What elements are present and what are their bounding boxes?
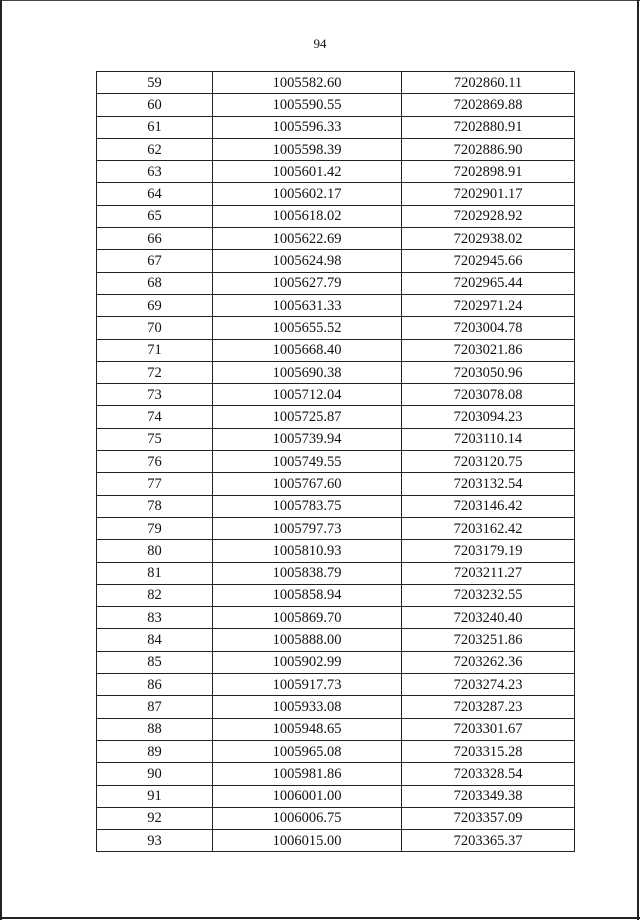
point-number-cell: 82 xyxy=(97,584,213,606)
point-number-cell: 80 xyxy=(97,540,213,562)
y-coordinate-cell: 7203301.67 xyxy=(402,718,575,740)
table-row xyxy=(97,116,575,138)
point-number-cell: 83 xyxy=(97,607,213,629)
point-number-cell: 85 xyxy=(97,651,213,673)
x-coordinate-cell: 1005858.94 xyxy=(213,584,402,606)
x-coordinate-cell: 1005749.55 xyxy=(213,451,402,473)
y-coordinate-cell: 7202886.90 xyxy=(402,138,575,160)
x-coordinate-cell: 1005618.02 xyxy=(213,205,402,227)
y-coordinate-cell: 7203357.09 xyxy=(402,807,575,829)
coordinates-table-body xyxy=(97,72,575,852)
y-coordinate-cell: 7202901.17 xyxy=(402,183,575,205)
x-coordinate-cell: 1005712.04 xyxy=(213,384,402,406)
table-row xyxy=(97,317,575,339)
point-number-cell: 77 xyxy=(97,473,213,495)
point-number-cell: 76 xyxy=(97,451,213,473)
table-row xyxy=(97,763,575,785)
x-coordinate-cell: 1005690.38 xyxy=(213,361,402,383)
y-coordinate-cell: 7203349.38 xyxy=(402,785,575,807)
table-row xyxy=(97,495,575,517)
x-coordinate-cell: 1005622.69 xyxy=(213,228,402,250)
y-coordinate-cell: 7202869.88 xyxy=(402,94,575,116)
page-edge-left xyxy=(0,0,2,920)
y-coordinate-cell: 7202938.02 xyxy=(402,228,575,250)
y-coordinate-cell: 7203146.42 xyxy=(402,495,575,517)
point-number-cell: 61 xyxy=(97,116,213,138)
table-row xyxy=(97,740,575,762)
table-row xyxy=(97,428,575,450)
point-number-cell: 75 xyxy=(97,428,213,450)
point-number-cell: 88 xyxy=(97,718,213,740)
x-coordinate-cell: 1005668.40 xyxy=(213,339,402,361)
table-row xyxy=(97,384,575,406)
point-number-cell: 68 xyxy=(97,272,213,294)
point-number-cell: 86 xyxy=(97,674,213,696)
x-coordinate-cell: 1006006.75 xyxy=(213,807,402,829)
y-coordinate-cell: 7203232.55 xyxy=(402,584,575,606)
table-row xyxy=(97,294,575,316)
x-coordinate-cell: 1005810.93 xyxy=(213,540,402,562)
x-coordinate-cell: 1005767.60 xyxy=(213,473,402,495)
table-row xyxy=(97,451,575,473)
point-number-cell: 89 xyxy=(97,740,213,762)
x-coordinate-cell: 1005948.65 xyxy=(213,718,402,740)
x-coordinate-cell: 1005965.08 xyxy=(213,740,402,762)
point-number-cell: 72 xyxy=(97,361,213,383)
y-coordinate-cell: 7203004.78 xyxy=(402,317,575,339)
y-coordinate-cell: 7203021.86 xyxy=(402,339,575,361)
table-row xyxy=(97,517,575,539)
x-coordinate-cell: 1005590.55 xyxy=(213,94,402,116)
point-number-cell: 81 xyxy=(97,562,213,584)
table-row xyxy=(97,406,575,428)
y-coordinate-cell: 7203132.54 xyxy=(402,473,575,495)
y-coordinate-cell: 7203274.23 xyxy=(402,674,575,696)
table-row xyxy=(97,830,575,852)
x-coordinate-cell: 1005902.99 xyxy=(213,651,402,673)
table-row xyxy=(97,651,575,673)
table-row xyxy=(97,361,575,383)
table-row xyxy=(97,72,575,94)
y-coordinate-cell: 7203328.54 xyxy=(402,763,575,785)
page-edge-bottom xyxy=(0,917,640,919)
y-coordinate-cell: 7203365.37 xyxy=(402,830,575,852)
table-row xyxy=(97,94,575,116)
table-row xyxy=(97,250,575,272)
point-number-cell: 90 xyxy=(97,763,213,785)
page-edge-right xyxy=(637,0,639,920)
y-coordinate-cell: 7202965.44 xyxy=(402,272,575,294)
x-coordinate-cell: 1005624.98 xyxy=(213,250,402,272)
table-row xyxy=(97,674,575,696)
table-row xyxy=(97,205,575,227)
x-coordinate-cell: 1005783.75 xyxy=(213,495,402,517)
table-row xyxy=(97,807,575,829)
x-coordinate-cell: 1005601.42 xyxy=(213,161,402,183)
page-edge-top xyxy=(0,0,640,1)
point-number-cell: 65 xyxy=(97,205,213,227)
x-coordinate-cell: 1005598.39 xyxy=(213,138,402,160)
x-coordinate-cell: 1005725.87 xyxy=(213,406,402,428)
x-coordinate-cell: 1005797.73 xyxy=(213,517,402,539)
y-coordinate-cell: 7203315.28 xyxy=(402,740,575,762)
point-number-cell: 64 xyxy=(97,183,213,205)
point-number-cell: 74 xyxy=(97,406,213,428)
point-number-cell: 71 xyxy=(97,339,213,361)
point-number-cell: 59 xyxy=(97,72,213,94)
y-coordinate-cell: 7202880.91 xyxy=(402,116,575,138)
x-coordinate-cell: 1005627.79 xyxy=(213,272,402,294)
table-row xyxy=(97,562,575,584)
point-number-cell: 67 xyxy=(97,250,213,272)
point-number-cell: 60 xyxy=(97,94,213,116)
table-row xyxy=(97,696,575,718)
point-number-cell: 62 xyxy=(97,138,213,160)
table-row xyxy=(97,785,575,807)
x-coordinate-cell: 1005602.17 xyxy=(213,183,402,205)
point-number-cell: 84 xyxy=(97,629,213,651)
table-row xyxy=(97,718,575,740)
y-coordinate-cell: 7203240.40 xyxy=(402,607,575,629)
point-number-cell: 63 xyxy=(97,161,213,183)
y-coordinate-cell: 7203287.23 xyxy=(402,696,575,718)
x-coordinate-cell: 1005888.00 xyxy=(213,629,402,651)
y-coordinate-cell: 7203262.36 xyxy=(402,651,575,673)
y-coordinate-cell: 7202971.24 xyxy=(402,294,575,316)
table-row xyxy=(97,138,575,160)
x-coordinate-cell: 1005838.79 xyxy=(213,562,402,584)
x-coordinate-cell: 1006015.00 xyxy=(213,830,402,852)
x-coordinate-cell: 1006001.00 xyxy=(213,785,402,807)
y-coordinate-cell: 7202898.91 xyxy=(402,161,575,183)
page-number: 94 xyxy=(313,36,327,51)
point-number-cell: 70 xyxy=(97,317,213,339)
table-row xyxy=(97,272,575,294)
y-coordinate-cell: 7203120.75 xyxy=(402,451,575,473)
point-number-cell: 87 xyxy=(97,696,213,718)
y-coordinate-cell: 7203094.23 xyxy=(402,406,575,428)
x-coordinate-cell: 1005933.08 xyxy=(213,696,402,718)
point-number-cell: 78 xyxy=(97,495,213,517)
y-coordinate-cell: 7202928.92 xyxy=(402,205,575,227)
y-coordinate-cell: 7203179.19 xyxy=(402,540,575,562)
table-row xyxy=(97,584,575,606)
table-row xyxy=(97,228,575,250)
x-coordinate-cell: 1005981.86 xyxy=(213,763,402,785)
x-coordinate-cell: 1005917.73 xyxy=(213,674,402,696)
table-row xyxy=(97,161,575,183)
y-coordinate-cell: 7203110.14 xyxy=(402,428,575,450)
x-coordinate-cell: 1005631.33 xyxy=(213,294,402,316)
table-row xyxy=(97,540,575,562)
table-row xyxy=(97,473,575,495)
table-row xyxy=(97,183,575,205)
point-number-cell: 69 xyxy=(97,294,213,316)
point-number-cell: 79 xyxy=(97,517,213,539)
point-number-cell: 73 xyxy=(97,384,213,406)
x-coordinate-cell: 1005739.94 xyxy=(213,428,402,450)
y-coordinate-cell: 7202945.66 xyxy=(402,250,575,272)
x-coordinate-cell: 1005869.70 xyxy=(213,607,402,629)
x-coordinate-cell: 1005655.52 xyxy=(213,317,402,339)
point-number-cell: 91 xyxy=(97,785,213,807)
coordinates-table xyxy=(96,71,575,852)
y-coordinate-cell: 7203251.86 xyxy=(402,629,575,651)
y-coordinate-cell: 7202860.11 xyxy=(402,72,575,94)
table-row xyxy=(97,607,575,629)
point-number-cell: 92 xyxy=(97,807,213,829)
x-coordinate-cell: 1005582.60 xyxy=(213,72,402,94)
point-number-cell: 93 xyxy=(97,830,213,852)
y-coordinate-cell: 7203162.42 xyxy=(402,517,575,539)
table-row xyxy=(97,629,575,651)
y-coordinate-cell: 7203211.27 xyxy=(402,562,575,584)
y-coordinate-cell: 7203078.08 xyxy=(402,384,575,406)
y-coordinate-cell: 7203050.96 xyxy=(402,361,575,383)
table-row xyxy=(97,339,575,361)
point-number-cell: 66 xyxy=(97,228,213,250)
x-coordinate-cell: 1005596.33 xyxy=(213,116,402,138)
